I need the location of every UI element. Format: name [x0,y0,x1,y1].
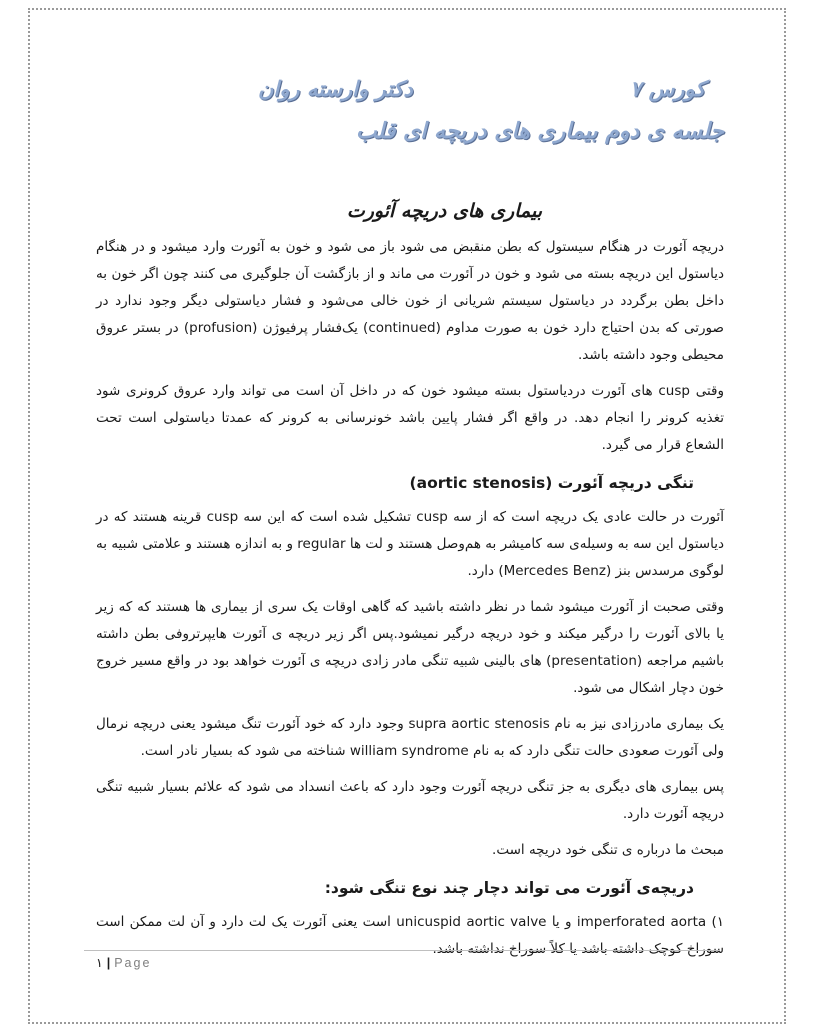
section-heading-stenosis-types: دریچه‌ی آئورت می تواند دچار چند نوع تنگی شود: [324,879,694,897]
document-body [96,196,724,972]
paragraph: وقتی cusp های آئورت دردیاستول بسته میشود خون که در داخل آن است می تواند وارد عروق کرونری شود تغذیه کرونر را انجام دهد. در واقع اگر فشار پایین باشد خونرسانی به کرونر که عمدتا دیاستولی است تحت الشعاع قرار می گیرد. [96,383,725,453]
session-title: جلسه ی دوم بیماری های دریچه ای قلب [355,118,724,144]
page-footer [96,955,151,970]
paragraph: آئورت در حالت عادی یک دریچه است که از سه cusp تشکیل شده است که این سه cusp قرینه هستند که در دیاستول این سه به وسیله‌ی سه کامیشر به هم‌وصل هستند و لت ها regular و به اندازه هستند و علامتی شبیه به لوگوی مرسدس بنز (Mercedes Benz) دارد. [96,509,724,579]
course-title: کورس ۷ [630,76,706,101]
page-label: Page [114,956,152,970]
paragraph: وقتی صحبت از آئورت میشود شما در نظر داشته باشید که گاهی اوقات یک سری از بیماری ها هستند که که زیر یا بالای آئورت را درگیر میکند و خود دریچه درگیر نمیشود.پس اگر زیر دریچه ی آئورت هایپرتروفی بطن داشته باشیم مراجعه (presentation) های بالینی شبیه تنگی مادر زادی دریچه ی آئورت خواهد بود در واقع مسیر خروج خون دچار اشکال می شود. [96,599,725,696]
paragraph: ۱) imperforated aorta و یا unicuspid aortic valve است یعنی آئورت یک لت دارد و آن لت ممکن است سوراخ کوچک داشته باشد یا کلاً سوراخ نداشته باشد. [96,914,724,957]
footer-separator: | [106,956,111,970]
paragraph: پس بیماری های دیگری به جز تنگی دریچه آئورت وجود دارد که باعث انسداد می شود که علائم بسیار شبیه تنگی دریچه آئورت دارد. [96,779,724,822]
paragraph: دریچه آئورت در هنگام سیستول که بطن منقبض می شود باز می شود و خون به آئورت وارد میشود و در هنگام دیاستول این دریچه بسته می شود و خون در آئورت می ماند و از بازگشت آن جلوگیری می کنند چون اگر خون به داخل بطن برگردد در دیاستول سیستم شریانی از خون خالی می‌شود و فشار دیاستولی دیگر وجود ندارد در صورتی که بدن احتیاج دارد خون به صورت مداوم (continued) یک‌فشار پرفیوژن (profusion) در بستر عروق محیطی وجود داشته باشد. [96,239,724,363]
page-number: ۱ [96,956,103,970]
footer-divider [84,950,720,951]
teacher-name: دکتر وارسته روان [258,76,413,101]
section-heading-aortic-valve-diseases: بیماری های دریچه آئورت [346,200,542,222]
paragraph: مبحث ما درباره ی تنگی خود دریچه است. [492,842,724,858]
section-heading-aortic-stenosis: تنگی دریچه آئورت (aortic stenosis) [409,474,694,492]
paragraph: یک بیماری مادرزادی نیز به نام supra aortic stenosis وجود دارد که خود آئورت تنگ میشود یعنی دریچه نرمال ولی آئورت صعودی حالت تنگی دارد که به نام william syndrome شناخته می شود که بسیار نادر است. [96,716,724,759]
